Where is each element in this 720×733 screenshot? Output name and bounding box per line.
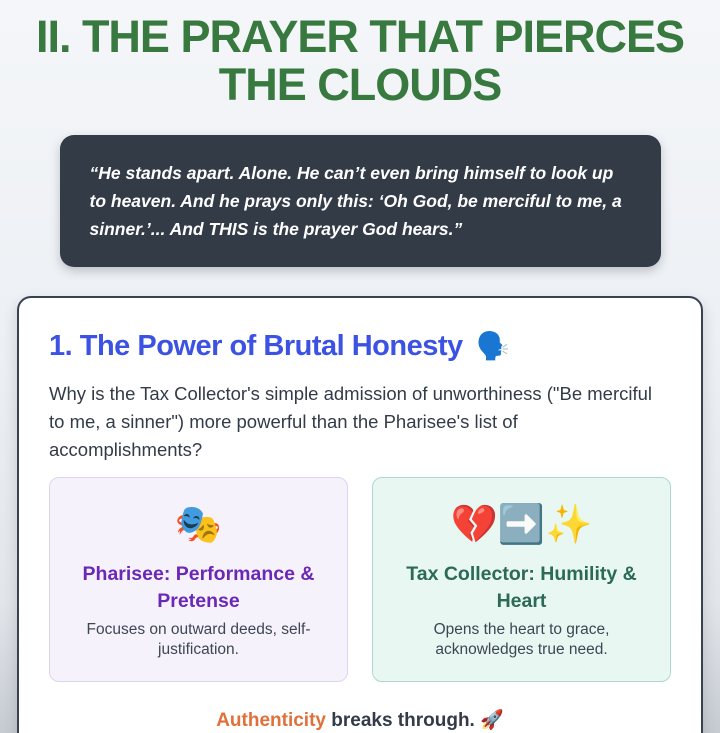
- pharisee-card: [49, 477, 348, 682]
- speaking-head-emoji-icon: 🗣️: [476, 331, 510, 362]
- lesson-card: [17, 296, 703, 733]
- section-heading: [49, 329, 671, 364]
- comparison-grid: [49, 477, 671, 682]
- broken-heart-arrow-sparkles-emoji-icon: 💔➡️✨: [450, 503, 593, 546]
- pharisee-card-description: Focuses on outward deeds, self-justification.: [86, 620, 311, 659]
- tax-collector-card-title: Tax Collector: Humility & Heart: [406, 563, 637, 613]
- page-title: II. THE PRAYER THAT PIERCES THE CLOUDS: [35, 11, 685, 110]
- rocket-emoji-icon: 🚀: [480, 709, 504, 731]
- tax-collector-card-description: Opens the heart to grace, acknowledges true need.: [433, 620, 610, 659]
- section-heading-text: 1. The Power of Brutal Honesty: [49, 330, 463, 363]
- theater-masks-emoji-icon: 🎭: [174, 503, 223, 546]
- pharisee-card-title: Pharisee: Performance & Pretense: [82, 563, 315, 613]
- conclusion-line: [49, 708, 671, 732]
- quote-box: [60, 135, 661, 267]
- question-text: Why is the Tax Collector's simple admission of unworthiness ("Be merciful to me, a sinner") more powerful than the Pharisee's list of accomplishments?: [49, 383, 653, 461]
- conclusion-highlight: Authenticity: [216, 709, 326, 731]
- tax-collector-card: [372, 477, 671, 682]
- quote-text: “He stands apart. Alone. He can’t even bring himself to look up to heaven. And he prays only this: ‘Oh God, be merciful to me, a sinner.’... And THIS is the prayer God hears.”: [89, 163, 622, 240]
- conclusion-rest: breaks through.: [325, 709, 481, 731]
